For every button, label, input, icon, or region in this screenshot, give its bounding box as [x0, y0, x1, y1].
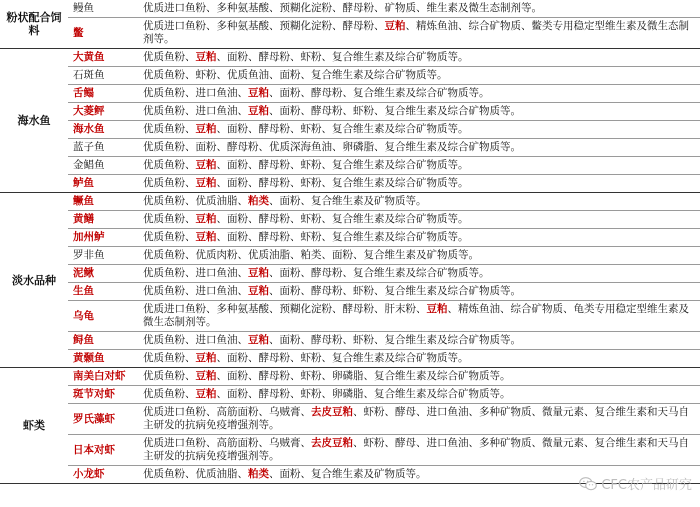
ingredient-text: 、面粉、酵母粉、虾粉、复合维生素及综合矿物质等。 — [269, 105, 521, 117]
ingredient-text: 优质鱼粉、进口鱼油、 — [143, 334, 248, 346]
ingredient-text: 优质鱼粉、进口鱼油、 — [143, 105, 248, 117]
ingredient-text: 优质鱼粉、 — [143, 123, 196, 135]
highlight-text: 豆粕 — [248, 267, 269, 279]
table-row — [0, 157, 700, 175]
table-row — [0, 67, 700, 85]
ingredients-cell — [140, 49, 700, 67]
species-cell: 海水鱼 — [68, 121, 140, 139]
ingredients-cell — [140, 193, 700, 211]
ingredients-cell — [140, 435, 700, 466]
species-cell: 金鲳鱼 — [68, 157, 140, 175]
species-cell: 黄鳝 — [68, 211, 140, 229]
ingredients-cell — [140, 386, 700, 404]
table-row — [0, 283, 700, 301]
table-row — [0, 229, 700, 247]
table-row — [0, 139, 700, 157]
highlight-text: 豆粕 — [195, 370, 217, 382]
species-cell: 大菱鲆 — [68, 103, 140, 121]
highlight-text: 豆粕 — [195, 352, 217, 364]
ingredient-text: 优质鱼粉、优质油脂、 — [143, 195, 248, 207]
highlight-text: 豆粕 — [195, 51, 217, 63]
ingredients-cell — [140, 350, 700, 368]
table-row — [0, 103, 700, 121]
ingredients-cell — [140, 229, 700, 247]
ingredients-cell — [140, 404, 700, 435]
ingredient-text: 、面粉、酵母粉、虾粉、复合维生素及综合矿物质等。 — [216, 213, 469, 225]
ingredient-text: 优质鱼粉、优质油脂、 — [143, 468, 248, 480]
ingredients-cell — [140, 211, 700, 229]
species-cell: 小龙虾 — [68, 466, 140, 484]
highlight-text: 豆粕 — [426, 303, 448, 315]
species-cell: 黄颡鱼 — [68, 350, 140, 368]
ingredient-text: 优质鱼粉、 — [143, 352, 196, 364]
table-row — [0, 435, 700, 466]
ingredient-text: 、面粉、酵母粉、虾粉、复合维生素及综合矿物质等。 — [269, 285, 521, 297]
highlight-text: 豆粕 — [248, 87, 269, 99]
species-cell: 斑节对虾 — [68, 386, 140, 404]
species-cell: 鳗鱼 — [68, 0, 140, 18]
ingredient-text: 、面粉、酵母粉、虾粉、复合维生素及综合矿物质等。 — [216, 177, 469, 189]
ingredient-text: 优质鱼粉、进口鱼油、 — [143, 267, 248, 279]
ingredient-text: 、精炼鱼油、综合矿物质、龟类专用稳定型维生素及微生态制剂等。 — [143, 303, 689, 328]
ingredient-text: 优质鱼粉、 — [143, 159, 196, 171]
species-cell: 日本对虾 — [68, 435, 140, 466]
species-cell: 乌龟 — [68, 301, 140, 332]
ingredients-cell — [140, 0, 700, 18]
ingredient-text: 、虾粉、酵母、进口鱼油、多种矿物质、微量元素、复合维生素和天马自主研发的抗病免疫增强剂等。 — [143, 406, 689, 431]
wechat-icon — [579, 477, 597, 491]
table-row — [0, 49, 700, 67]
ingredients-cell — [140, 18, 700, 49]
ingredient-text: 优质鱼粉、进口鱼油、 — [143, 87, 248, 99]
ingredients-cell — [140, 67, 700, 85]
species-cell: 石斑鱼 — [68, 67, 140, 85]
ingredient-text: 优质进口鱼粉、多种氨基酸、预糊化淀粉、酵母粉、矿物质、维生素及微生态制剂等。 — [143, 2, 542, 14]
table-row — [0, 247, 700, 265]
species-cell: 南美白对虾 — [68, 368, 140, 386]
watermark — [579, 474, 692, 493]
ingredient-text: 优质进口鱼粉、高筋面粉、乌贼膏、 — [143, 406, 311, 418]
ingredients-cell — [140, 265, 700, 283]
ingredient-text: 优质鱼粉、进口鱼油、 — [143, 285, 248, 297]
ingredient-text: 、面粉、酵母粉、虾粉、复合维生素及综合矿物质等。 — [216, 123, 469, 135]
ingredient-text: 、面粉、酵母粉、虾粉、复合维生素及综合矿物质等。 — [216, 159, 469, 171]
table-row — [0, 85, 700, 103]
highlight-text: 粕类 — [248, 195, 269, 207]
ingredient-text: 、精炼鱼油、综合矿物质、鳖类专用稳定型维生素及微生态制剂等。 — [143, 20, 689, 45]
table-row — [0, 368, 700, 386]
table-row — [0, 332, 700, 350]
table-row — [0, 175, 700, 193]
highlight-text: 豆粕 — [384, 20, 406, 32]
table-row — [0, 386, 700, 404]
ingredient-text: 优质鱼粉、 — [143, 388, 196, 400]
ingredient-text: 、面粉、复合维生素及矿物质等。 — [269, 195, 427, 207]
ingredient-text: 、面粉、酵母粉、虾粉、复合维生素及综合矿物质等。 — [216, 352, 469, 364]
ingredient-text: 优质进口鱼粉、多种氨基酸、预糊化淀粉、酵母粉、 — [143, 20, 385, 32]
highlight-text: 豆粕 — [248, 105, 269, 117]
species-cell: 鲟鱼 — [68, 332, 140, 350]
ingredient-text: 、面粉、酵母粉、虾粉、复合维生素及综合矿物质等。 — [269, 334, 521, 346]
ingredient-text: 、虾粉、酵母、进口鱼油、多种矿物质、微量元素、复合维生素和天马自主研发的抗病免疫增强剂等。 — [143, 437, 689, 462]
species-cell: 罗非鱼 — [68, 247, 140, 265]
table-row — [0, 211, 700, 229]
highlight-text: 豆粕 — [195, 213, 217, 225]
ingredient-text: 、面粉、酵母粉、虾粉、复合维生素及综合矿物质等。 — [216, 51, 469, 63]
species-cell: 蓝子鱼 — [68, 139, 140, 157]
ingredient-text: 优质进口鱼粉、高筋面粉、乌贼膏、 — [143, 437, 311, 449]
species-cell: 鳖 — [68, 18, 140, 49]
ingredient-text: 、面粉、酵母粉、复合维生素及综合矿物质等。 — [269, 267, 490, 279]
ingredient-text: 优质进口鱼粉、多种氨基酸、预糊化淀粉、酵母粉、肝末粉、 — [143, 303, 427, 315]
highlight-text: 豆粕 — [195, 159, 217, 171]
species-cell: 加州鲈 — [68, 229, 140, 247]
species-cell: 大黄鱼 — [68, 49, 140, 67]
ingredient-text: 优质鱼粉、 — [143, 51, 196, 63]
table-row — [0, 121, 700, 139]
category-cell: 淡水品种 — [0, 193, 68, 368]
category-cell: 粉状配合饲料 — [0, 0, 68, 49]
ingredients-cell — [140, 175, 700, 193]
species-cell: 鳜鱼 — [68, 193, 140, 211]
ingredient-text: 优质鱼粉、虾粉、优质鱼油、面粉、复合维生素及综合矿物质等。 — [143, 69, 448, 81]
ingredients-cell — [140, 283, 700, 301]
ingredients-cell — [140, 85, 700, 103]
table-row — [0, 0, 700, 18]
highlight-text: 去皮豆粕 — [311, 437, 353, 449]
highlight-text: 豆粕 — [248, 334, 269, 346]
table-row — [0, 193, 700, 211]
table-row — [0, 404, 700, 435]
ingredients-cell — [140, 157, 700, 175]
highlight-text: 豆粕 — [195, 231, 217, 243]
watermark-text: CFC农产品研究 — [601, 478, 692, 493]
ingredient-text: 、面粉、酵母粉、复合维生素及综合矿物质等。 — [269, 87, 490, 99]
species-cell: 泥鳅 — [68, 265, 140, 283]
species-cell: 舌鳎 — [68, 85, 140, 103]
ingredient-text: 、面粉、酵母粉、虾粉、复合维生素及综合矿物质等。 — [216, 231, 469, 243]
table-row — [0, 18, 700, 49]
ingredients-cell — [140, 332, 700, 350]
ingredients-cell — [140, 301, 700, 332]
ingredient-text: 优质鱼粉、面粉、酵母粉、优质深海鱼油、卵磷脂、复合维生素及综合矿物质等。 — [143, 141, 521, 153]
highlight-text: 去皮豆粕 — [311, 406, 353, 418]
ingredient-text: 优质鱼粉、 — [143, 370, 196, 382]
ingredients-cell — [140, 139, 700, 157]
ingredients-cell — [140, 247, 700, 265]
highlight-text: 豆粕 — [248, 285, 269, 297]
ingredient-text: 、面粉、酵母粉、虾粉、卵磷脂、复合维生素及综合矿物质等。 — [216, 388, 511, 400]
highlight-text: 粕类 — [248, 468, 269, 480]
ingredient-text: 、面粉、复合维生素及矿物质等。 — [269, 468, 427, 480]
table-row — [0, 265, 700, 283]
category-cell: 虾类 — [0, 368, 68, 484]
species-cell: 罗氏藻虾 — [68, 404, 140, 435]
highlight-text: 豆粕 — [195, 388, 217, 400]
ingredients-cell — [140, 121, 700, 139]
ingredient-text: 优质鱼粉、 — [143, 177, 196, 189]
table-row — [0, 301, 700, 332]
ingredients-cell — [140, 103, 700, 121]
highlight-text: 豆粕 — [195, 123, 217, 135]
ingredient-text: 、面粉、酵母粉、虾粉、卵磷脂、复合维生素及综合矿物质等。 — [216, 370, 511, 382]
ingredients-cell — [140, 368, 700, 386]
species-cell: 生鱼 — [68, 283, 140, 301]
highlight-text: 豆粕 — [195, 177, 217, 189]
table-row — [0, 350, 700, 368]
ingredient-text: 优质鱼粉、优质肉粉、优质油脂、粕类、面粉、复合维生素及矿物质等。 — [143, 249, 479, 261]
ingredient-text: 优质鱼粉、 — [143, 213, 196, 225]
category-cell: 海水鱼 — [0, 49, 68, 193]
species-cell: 鲈鱼 — [68, 175, 140, 193]
ingredient-text: 优质鱼粉、 — [143, 231, 196, 243]
